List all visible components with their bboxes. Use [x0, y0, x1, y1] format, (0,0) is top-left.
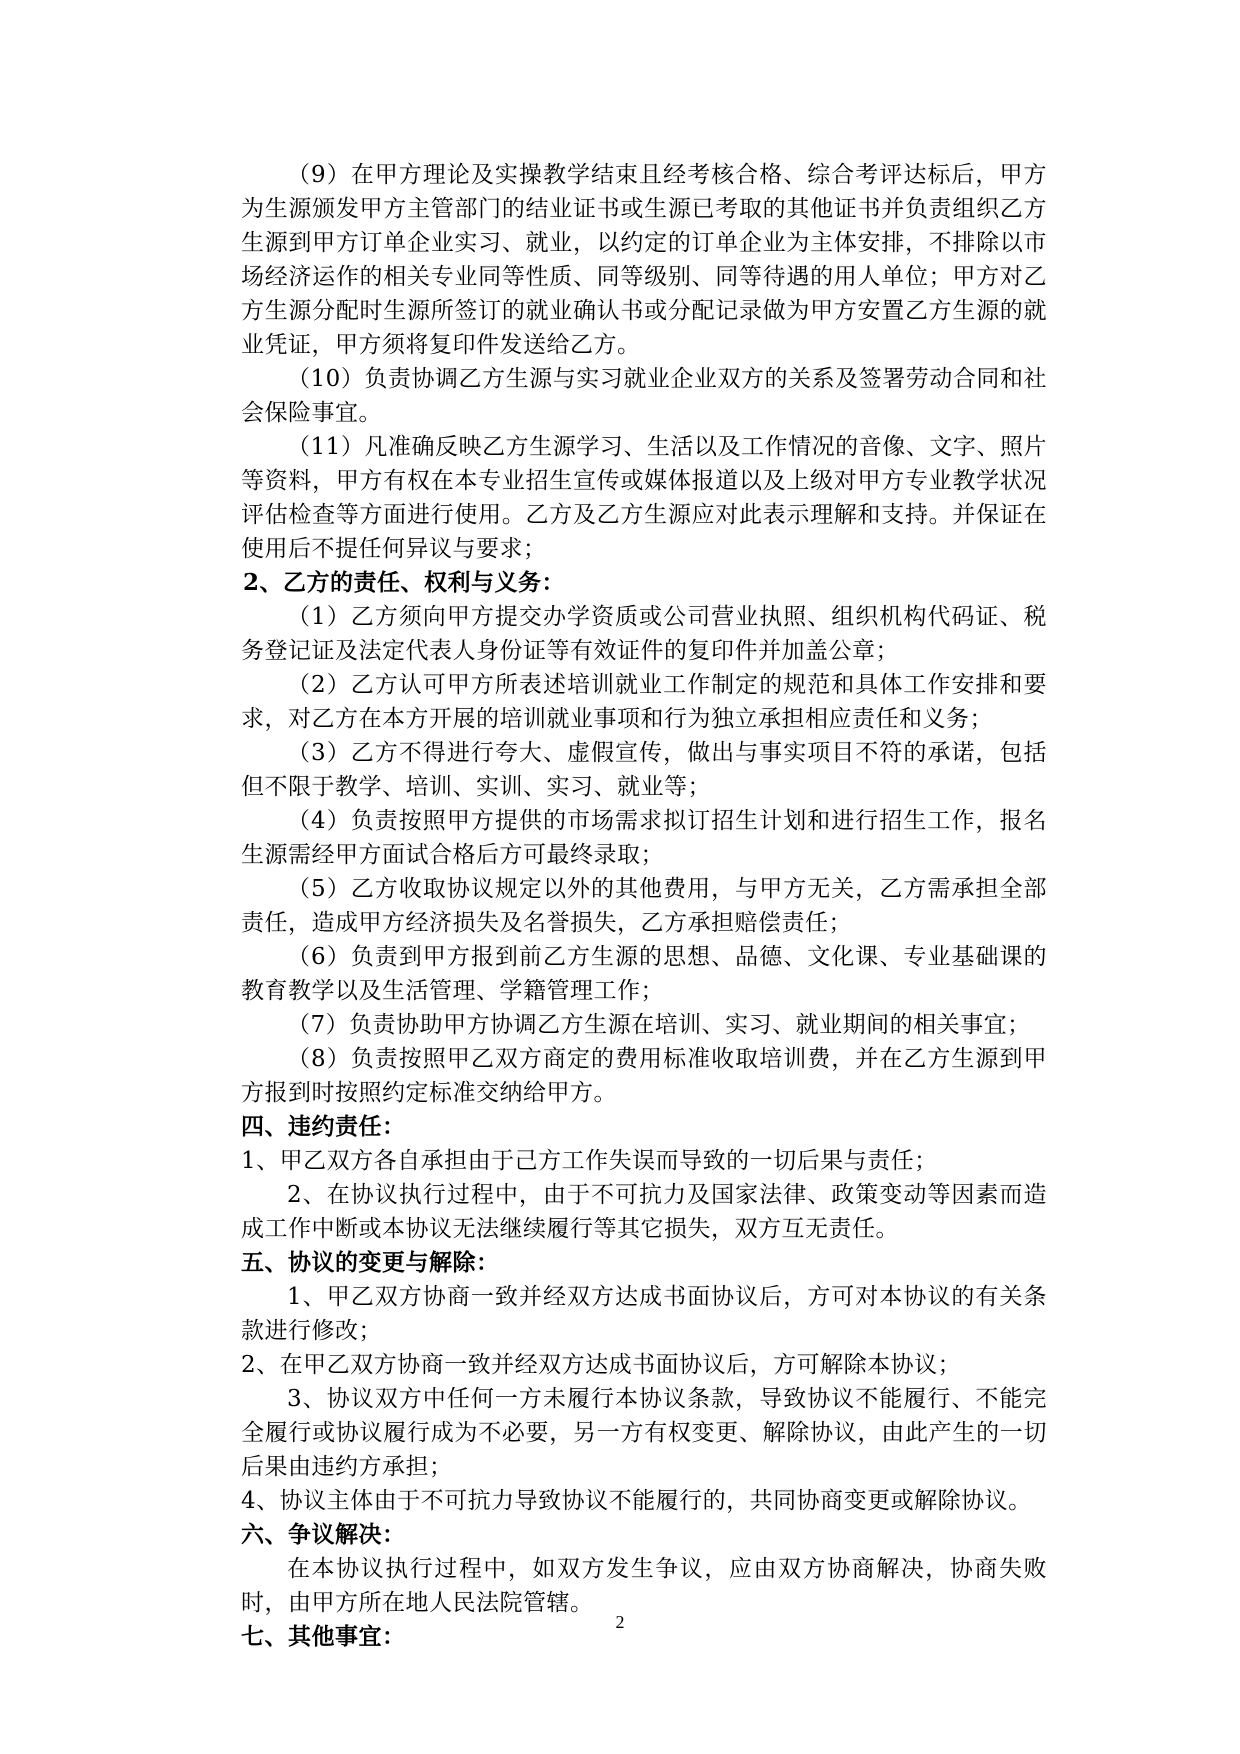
- section-heading: 五、协议的变更与解除：: [241, 1249, 500, 1276]
- clause-paragraph: （1）乙方须向甲方提交办学资质或公司营业执照、组织机构代码证、税务登记证及法定代表人身份证等有效证件的复印件并加盖公章；: [241, 604, 1047, 664]
- clause-paragraph: （3）乙方不得进行夸大、虚假宣传，做出与事实项目不符的承诺，包括但不限于教学、培训、实训、实习、就业等；: [241, 740, 1047, 800]
- section-heading: 七、其他事宜：: [241, 1623, 406, 1650]
- clause-paragraph: （9）在甲方理论及实操教学结束且经考核合格、综合考评达标后，甲方为生源颁发甲方主管部门的结业证书或生源已考取的其他证书并负责组织乙方生源到甲方订单企业实习、就业，以约定的订单企业为主体安排，不排除以市场经济运作的相关专业同等性质、同等级别、同等待遇的用人单位；甲方对乙方生源分配时生源所签订的就业确认书或分配记录做为甲方安置乙方生源的就业凭证，甲方须将复印件发送给乙方。: [241, 162, 1047, 358]
- clause-paragraph: 4、协议主体由于不可抗力导致协议不能履行的，共同协商变更或解除协议。: [241, 1488, 1032, 1514]
- clause-paragraph: （10）负责协调乙方生源与实习就业企业双方的关系及签署劳动合同和社会保险事宜。: [241, 366, 1047, 426]
- clause-paragraph: （2）乙方认可甲方所表述培训就业工作制定的规范和具体工作安排和要求，对乙方在本方开展的培训就业事项和行为独立承担相应责任和义务；: [241, 672, 1047, 732]
- clause-paragraph: 2、在甲乙双方协商一致并经双方达成书面协议后，方可解除本协议；: [241, 1352, 962, 1378]
- section-heading: 六、争议解决：: [241, 1521, 406, 1548]
- clause-paragraph: 1、甲乙双方各自承担由于己方工作失误而导致的一切后果与责任；: [241, 1148, 938, 1174]
- clause-paragraph: 1、甲乙双方协商一致并经双方达成书面协议后，方可对本协议的有关条款进行修改；: [241, 1284, 1047, 1344]
- clause-paragraph: （6）负责到甲方报到前乙方生源的思想、品德、文化课、专业基础课的教育教学以及生活管理、学籍管理工作；: [241, 944, 1047, 1004]
- clause-paragraph: （5）乙方收取协议规定以外的其他费用，与甲方无关，乙方需承担全部责任，造成甲方经济损失及名誉损失，乙方承担赔偿责任；: [241, 876, 1047, 936]
- clause-paragraph: （7）负责协助甲方协调乙方生源在培训、实习、就业期间的相关事宜；: [287, 1012, 1031, 1038]
- section-heading: 2、乙方的责任、权利与义务：: [243, 569, 566, 596]
- clause-paragraph: 3、协议双方中任何一方未履行本协议条款，导致协议不能履行、不能完全履行或协议履行成为不必要，另一方有权变更、解除协议，由此产生的一切后果由违约方承担；: [241, 1386, 1047, 1480]
- page-number: 2: [615, 1612, 625, 1632]
- clause-paragraph: 2、在协议执行过程中，由于不可抗力及国家法律、政策变动等因素而造成工作中断或本协议无法继续履行等其它损失，双方互无责任。: [241, 1182, 1047, 1242]
- clause-paragraph: （8）负责按照甲乙双方商定的费用标准收取培训费，并在乙方生源到甲方报到时按照约定标准交纳给甲方。: [241, 1046, 1047, 1106]
- clause-paragraph: （11）凡准确反映乙方生源学习、生活以及工作情况的音像、文字、照片等资料，甲方有权在本专业招生宣传或媒体报道以及上级对甲方专业教学状况评估检查等方面进行使用。乙方及乙方生源应对此表示理解和支持。并保证在使用后不提任何异议与要求；: [241, 434, 1047, 562]
- clause-paragraph: 在本协议执行过程中，如双方发生争议，应由双方协商解决，协商失败时，由甲方所在地人民法院管辖。: [241, 1556, 1047, 1616]
- clause-paragraph: （4）负责按照甲方提供的市场需求拟订招生计划和进行招生工作，报名生源需经甲方面试合格后方可最终录取；: [241, 808, 1047, 868]
- document-body: [241, 158, 1047, 1654]
- section-heading: 四、违约责任：: [241, 1113, 406, 1140]
